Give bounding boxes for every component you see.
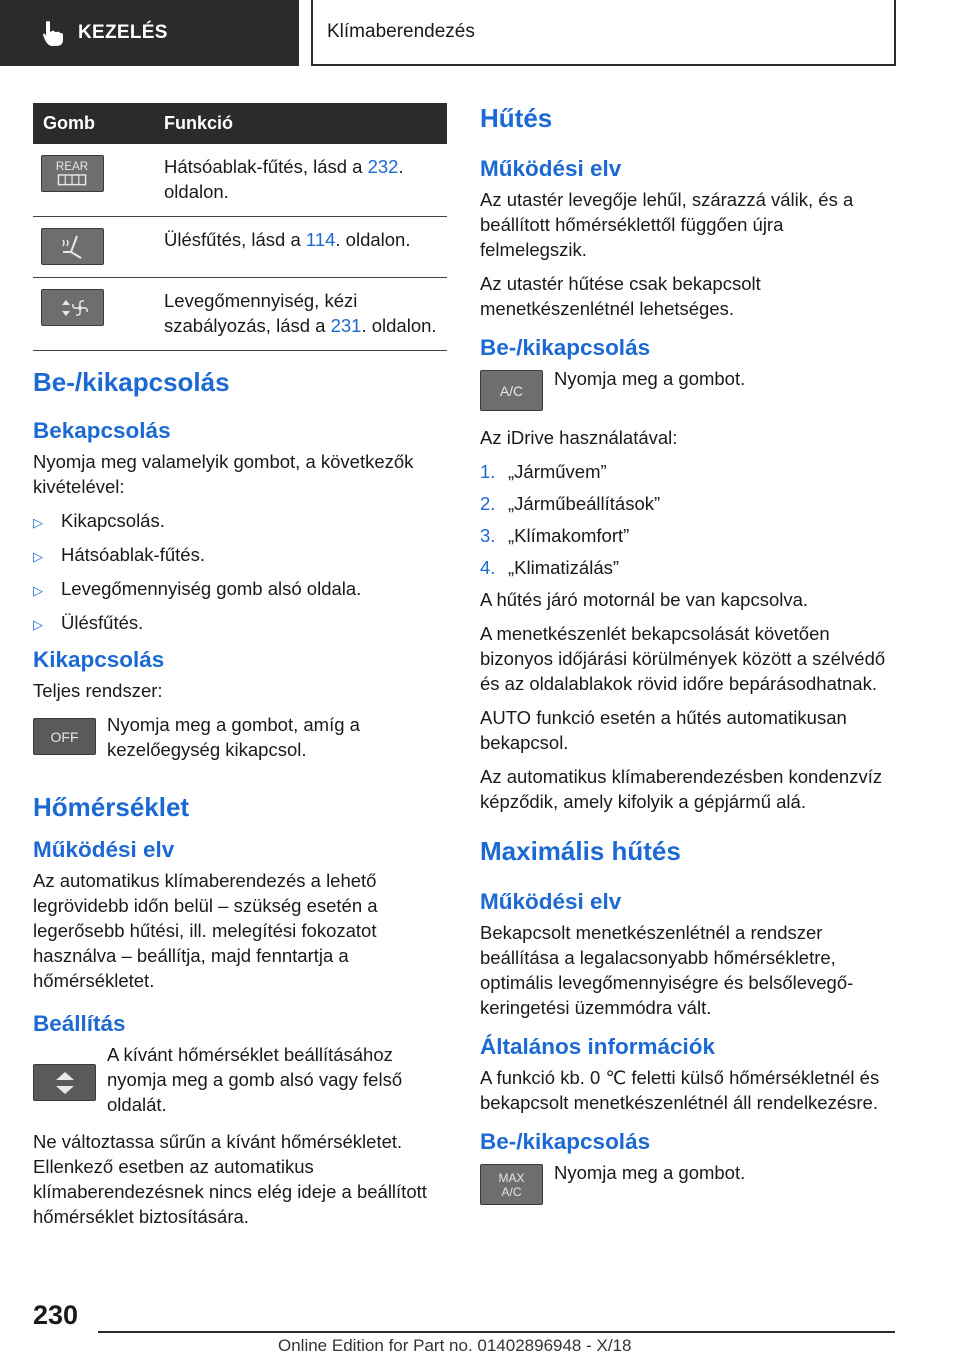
paragraph-engine: A hűtés járó motornál be van kapcsolva. bbox=[480, 589, 809, 610]
heading-on-off-2: Be-/kikapcsolás bbox=[480, 1129, 651, 1154]
max-ac-button-icon bbox=[480, 1164, 543, 1205]
setting-text: A kívánt hőmérséklet beállításához nyomja meg a gomb alsó vagy felső oldalát. bbox=[107, 1044, 403, 1115]
step-text: „Járművem” bbox=[508, 461, 607, 482]
paragraph-off: Nyomja meg a gombot, amíg a kezelőegység kikapcsol. bbox=[107, 714, 360, 760]
off-button-icon bbox=[33, 718, 96, 755]
heading-max-cooling: Maximális hűtés bbox=[480, 836, 681, 866]
rear-window-heating-button-icon bbox=[41, 155, 104, 192]
list-item bbox=[33, 610, 447, 637]
row-text: Hátsóablak-fűtés, lásd a bbox=[164, 156, 368, 177]
hand-pointer-icon bbox=[38, 18, 68, 48]
table-header-function: Funkció bbox=[154, 103, 447, 144]
paragraph-press: Nyomja meg a gombot. bbox=[554, 368, 746, 389]
heading-principle: Működési elv bbox=[480, 156, 622, 181]
heading-principle-2: Működési elv bbox=[480, 889, 622, 914]
heading-setting: Beállítás bbox=[33, 1011, 126, 1036]
page-link[interactable]: 231 bbox=[330, 315, 362, 336]
footer-divider bbox=[98, 1331, 895, 1333]
heading-on-off: Be-/kikapcsolás bbox=[33, 367, 230, 397]
off-label: OFF bbox=[50, 728, 79, 745]
page-number: 230 bbox=[33, 1300, 79, 1330]
list-item-text: Levegőmennyiség gomb alsó oldala. bbox=[61, 578, 362, 599]
row-text: Ülésfűtés, lásd a bbox=[164, 229, 306, 250]
off-instruction bbox=[33, 712, 447, 762]
paragraph-principle: Az automatikus klímaberendezés a lehető legrövidebb időn belül – szükség esetén a legerősebb hűtési, ill. melegítési fokozatot használva – beállítja, majd fenntartja a hőmérsékletet. bbox=[33, 870, 378, 991]
paragraph-full-system: Teljes rendszer: bbox=[33, 680, 163, 701]
max-label: MAX bbox=[498, 1170, 525, 1185]
paragraph-max: Bekapcsolt menetkészenlétnél a rendszer beállítása a legalacsonyabb hőmérsékletre, optimális levegőmennyiségre és belsőlevegő-keringetési üzemmódra vált. bbox=[480, 922, 854, 1018]
rear-label: REAR bbox=[55, 160, 89, 174]
table-header-button: Gomb bbox=[33, 103, 154, 144]
list-item-text: Ülésfűtés. bbox=[61, 612, 144, 633]
edition-note: Online Edition for Part no. 01402896948 - X/18 bbox=[278, 1336, 632, 1355]
step-number: 2. bbox=[480, 493, 496, 514]
row-text-end: . oldalon. bbox=[164, 156, 404, 202]
fan-speed-button-icon bbox=[41, 289, 104, 326]
max-ac-instruction bbox=[480, 1160, 895, 1205]
step-number: 1. bbox=[480, 461, 496, 482]
paragraph-principle-2: Az utastér hűtése csak bekapcsolt menetkészenlétnél lehetséges. bbox=[480, 273, 761, 319]
table-cell-function bbox=[154, 144, 447, 217]
paragraph-note: Ne változtassa sűrűn a kívánt hőmérsékletet. Ellenkező esetben az automatikus klímaberendezésnek nincs elég ideje a beállított hőmérséklet biztosítására. bbox=[33, 1131, 427, 1227]
list-item bbox=[480, 491, 895, 516]
button-function-table bbox=[33, 103, 447, 351]
triangle-bullet-icon: ▷ bbox=[33, 515, 43, 530]
list-item-text: Hátsóablak-fűtés. bbox=[61, 544, 205, 565]
list-item bbox=[480, 459, 895, 484]
triangle-bullet-icon: ▷ bbox=[33, 583, 43, 598]
list-item bbox=[33, 542, 447, 569]
paragraph-switch-on: Nyomja meg valamelyik gombot, a következők kivételével: bbox=[33, 451, 414, 497]
list-item bbox=[480, 523, 895, 548]
table-cell-function bbox=[154, 278, 447, 351]
seat-heating-button-icon bbox=[41, 228, 104, 265]
paragraph-idrive: Az iDrive használatával: bbox=[480, 427, 678, 448]
list-item-text: Kikapcsolás. bbox=[61, 510, 165, 531]
section-tab bbox=[0, 0, 299, 66]
ac-button-icon bbox=[480, 370, 543, 411]
page-link[interactable]: 232 bbox=[367, 156, 399, 177]
step-text: „Járműbeállítások” bbox=[508, 493, 661, 514]
page-link[interactable]: 114 bbox=[305, 229, 336, 250]
triangle-bullet-icon: ▷ bbox=[33, 549, 43, 564]
row-text-end: . oldalon. bbox=[361, 315, 437, 336]
list-item bbox=[33, 576, 447, 603]
heading-principle: Működési elv bbox=[33, 837, 175, 862]
ac-instruction bbox=[480, 366, 895, 411]
triangle-bullet-icon: ▷ bbox=[33, 617, 43, 632]
chapter-title-text: Klímaberendezés bbox=[327, 21, 475, 42]
paragraph-press-2: Nyomja meg a gombot. bbox=[554, 1162, 746, 1183]
heading-switch-off: Kikapcsolás bbox=[33, 647, 165, 672]
paragraph-fog: A menetkészenlét bekapcsolását követően bizonyos időjárási körülmények között a szélvédő és az oldalablakok rövid időre bepárásodhatnak. bbox=[480, 623, 886, 694]
list-item bbox=[33, 508, 447, 535]
paragraph-setting bbox=[33, 1042, 447, 1117]
table-row bbox=[33, 144, 447, 217]
step-text: „Klímakomfort” bbox=[508, 525, 630, 546]
step-text: „Klimatizálás” bbox=[508, 557, 620, 578]
paragraph-condensate: Az automatikus klímaberendezésben kondenzvíz képződik, amely kifolyik a gépjármű alá. bbox=[480, 766, 883, 812]
heading-general: Általános információk bbox=[480, 1034, 716, 1059]
paragraph-auto: AUTO funkció esetén a hűtés automatikusan bekapcsol. bbox=[480, 707, 847, 753]
temperature-up-down-button-icon bbox=[33, 1064, 96, 1101]
table-cell-function bbox=[154, 217, 447, 278]
idrive-steps bbox=[480, 459, 895, 580]
right-column bbox=[480, 103, 895, 1217]
ac-label: A/C bbox=[499, 382, 524, 399]
heading-on-off: Be-/kikapcsolás bbox=[480, 335, 651, 360]
heading-switch-on: Bekapcsolás bbox=[33, 418, 171, 443]
left-column bbox=[33, 103, 447, 1238]
exceptions-list bbox=[33, 508, 447, 637]
row-text-end: . oldalon. bbox=[335, 229, 411, 250]
paragraph-general: A funkció kb. 0 ℃ feletti külső hőmérsékletnél és bekapcsolt menetkészenlétnél áll rendelkezésre. bbox=[480, 1067, 880, 1113]
row-text: Levegőmennyiség, kézi szabályozás, lásd a bbox=[164, 290, 358, 336]
step-number: 3. bbox=[480, 525, 496, 546]
table-row bbox=[33, 217, 447, 278]
paragraph-principle-1: Az utastér levegője lehűl, szárazzá válik, és a beállított hőmérséklettől függően újra felmelegszik. bbox=[480, 189, 854, 260]
table-row bbox=[33, 278, 447, 351]
section-label: KEZELÉS bbox=[78, 22, 168, 43]
step-number: 4. bbox=[480, 557, 496, 578]
heading-cooling: Hűtés bbox=[480, 103, 553, 133]
list-item bbox=[480, 555, 895, 580]
heading-temperature: Hőmérséklet bbox=[33, 792, 190, 822]
max-ac-label: A/C bbox=[501, 1184, 522, 1199]
chapter-title bbox=[311, 0, 896, 66]
